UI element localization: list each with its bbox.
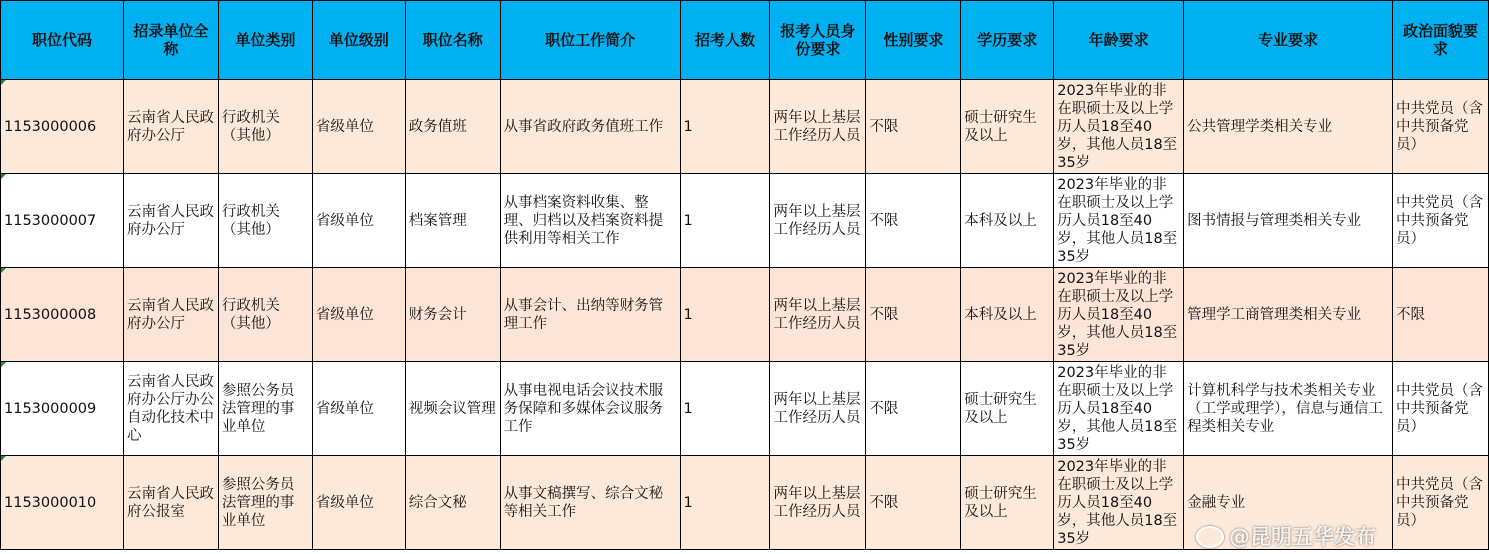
table-cell[interactable]: 2023年毕业的非在职硕士及以上学历人员18至40岁，其他人员18至35岁: [1054, 174, 1184, 268]
table-cell[interactable]: 1153000008: [1, 268, 124, 362]
table-cell[interactable]: 公共管理学类相关专业: [1184, 80, 1393, 174]
column-header[interactable]: 职位代码: [1, 1, 124, 80]
table-cell[interactable]: 1: [680, 268, 770, 362]
table-cell[interactable]: 不限: [866, 362, 961, 456]
column-header[interactable]: 年龄要求: [1054, 1, 1184, 80]
weibo-icon: [1196, 526, 1224, 548]
column-header[interactable]: 学历要求: [961, 1, 1054, 80]
table-cell[interactable]: 政务值班: [405, 80, 500, 174]
table-cell[interactable]: 云南省人民政府办公厅: [123, 174, 218, 268]
table-cell[interactable]: 两年以上基层工作经历人员: [770, 80, 866, 174]
table-cell[interactable]: 1: [680, 174, 770, 268]
table-cell[interactable]: 云南省人民政府办公厅: [123, 268, 218, 362]
table-cell[interactable]: 不限: [1392, 268, 1488, 362]
column-header[interactable]: 报考人员身份要求: [770, 1, 866, 80]
table-cell[interactable]: 金融专业: [1184, 456, 1393, 550]
column-header[interactable]: 招录单位全称: [123, 1, 218, 80]
watermark-text: @昆明五华发布: [1229, 525, 1376, 549]
table-cell[interactable]: 1: [680, 456, 770, 550]
table-cell[interactable]: 1153000007: [1, 174, 124, 268]
table-cell[interactable]: 计算机科学与技术类相关专业（工学或理学），信息与通信工程类相关专业: [1184, 362, 1393, 456]
table-cell[interactable]: 参照公务员法管理的事业单位: [218, 362, 312, 456]
table-cell[interactable]: 省级单位: [312, 174, 405, 268]
column-header[interactable]: 单位类别: [218, 1, 312, 80]
table-cell[interactable]: 1153000006: [1, 80, 124, 174]
table-cell[interactable]: 1153000010: [1, 456, 124, 550]
column-header[interactable]: 性别要求: [866, 1, 961, 80]
table-cell[interactable]: 两年以上基层工作经历人员: [770, 456, 866, 550]
table-row: [1, 362, 1489, 456]
column-header[interactable]: 招考人数: [680, 1, 770, 80]
table-cell[interactable]: 视频会议管理: [405, 362, 500, 456]
column-header[interactable]: 职位工作简介: [500, 1, 680, 80]
table-cell[interactable]: 省级单位: [312, 362, 405, 456]
column-header[interactable]: 政治面貌要求: [1392, 1, 1488, 80]
table-cell[interactable]: 财务会计: [405, 268, 500, 362]
table-cell[interactable]: 不限: [866, 268, 961, 362]
table-cell[interactable]: 2023年毕业的非在职硕士及以上学历人员18至40岁，其他人员18至35岁: [1054, 362, 1184, 456]
table-cell[interactable]: 不限: [866, 456, 961, 550]
table-cell[interactable]: 综合文秘: [405, 456, 500, 550]
watermark: [1196, 524, 1376, 550]
table-row: [1, 174, 1489, 268]
table-row: [1, 80, 1489, 174]
table-cell[interactable]: 两年以上基层工作经历人员: [770, 362, 866, 456]
table-cell[interactable]: 从事电视电话会议技术服务保障和多媒体会议服务工作: [500, 362, 680, 456]
table-cell[interactable]: 1: [680, 362, 770, 456]
table-cell[interactable]: 行政机关（其他）: [218, 80, 312, 174]
table-cell[interactable]: 不限: [866, 80, 961, 174]
table-cell[interactable]: 硕士研究生及以上: [961, 362, 1054, 456]
table-cell[interactable]: 中共党员（含中共预备党员）: [1392, 362, 1488, 456]
table-cell[interactable]: 中共党员（含中共预备党员）: [1392, 456, 1488, 550]
table-cell[interactable]: 2023年毕业的非在职硕士及以上学历人员18至40岁，其他人员18至35岁: [1054, 456, 1184, 550]
table-cell[interactable]: 中共党员（含中共预备党员）: [1392, 80, 1488, 174]
table-cell[interactable]: 图书情报与管理类相关专业: [1184, 174, 1393, 268]
table-cell[interactable]: 云南省人民政府公报室: [123, 456, 218, 550]
header-row: [1, 1, 1489, 80]
column-header[interactable]: 单位级别: [312, 1, 405, 80]
table-cell[interactable]: 参照公务员法管理的事业单位: [218, 456, 312, 550]
table-cell[interactable]: 中共党员（含中共预备党员）: [1392, 174, 1488, 268]
table-cell[interactable]: 两年以上基层工作经历人员: [770, 174, 866, 268]
table-cell[interactable]: 硕士研究生及以上: [961, 456, 1054, 550]
table-cell[interactable]: 从事档案资料收集、整理、归档以及档案资料提供利用等相关工作: [500, 174, 680, 268]
table-cell[interactable]: 硕士研究生及以上: [961, 80, 1054, 174]
table-cell[interactable]: 从事会计、出纳等财务管理工作: [500, 268, 680, 362]
table-cell[interactable]: 从事文稿撰写、综合文秘等相关工作: [500, 456, 680, 550]
table-cell[interactable]: 管理学工商管理类相关专业: [1184, 268, 1393, 362]
table-cell[interactable]: 云南省人民政府办公厅: [123, 80, 218, 174]
table-cell[interactable]: 省级单位: [312, 456, 405, 550]
table-cell[interactable]: 2023年毕业的非在职硕士及以上学历人员18至40岁，其他人员18至35岁: [1054, 268, 1184, 362]
table-cell[interactable]: 1: [680, 80, 770, 174]
table-cell[interactable]: 本科及以上: [961, 174, 1054, 268]
table-cell[interactable]: 档案管理: [405, 174, 500, 268]
table-cell[interactable]: 1153000009: [1, 362, 124, 456]
column-header[interactable]: 职位名称: [405, 1, 500, 80]
table-cell[interactable]: 行政机关（其他）: [218, 268, 312, 362]
table-cell[interactable]: 省级单位: [312, 268, 405, 362]
table-cell[interactable]: 两年以上基层工作经历人员: [770, 268, 866, 362]
table-cell[interactable]: 2023年毕业的非在职硕士及以上学历人员18至40岁，其他人员18至35岁: [1054, 80, 1184, 174]
table-cell[interactable]: 省级单位: [312, 80, 405, 174]
table-cell[interactable]: 行政机关（其他）: [218, 174, 312, 268]
table-cell[interactable]: 不限: [866, 174, 961, 268]
table-row: [1, 268, 1489, 362]
table-cell[interactable]: 云南省人民政府办公厅办公自动化技术中心: [123, 362, 218, 456]
column-header[interactable]: 专业要求: [1184, 1, 1393, 80]
table-cell[interactable]: 从事省政府政务值班工作: [500, 80, 680, 174]
table-cell[interactable]: 本科及以上: [961, 268, 1054, 362]
